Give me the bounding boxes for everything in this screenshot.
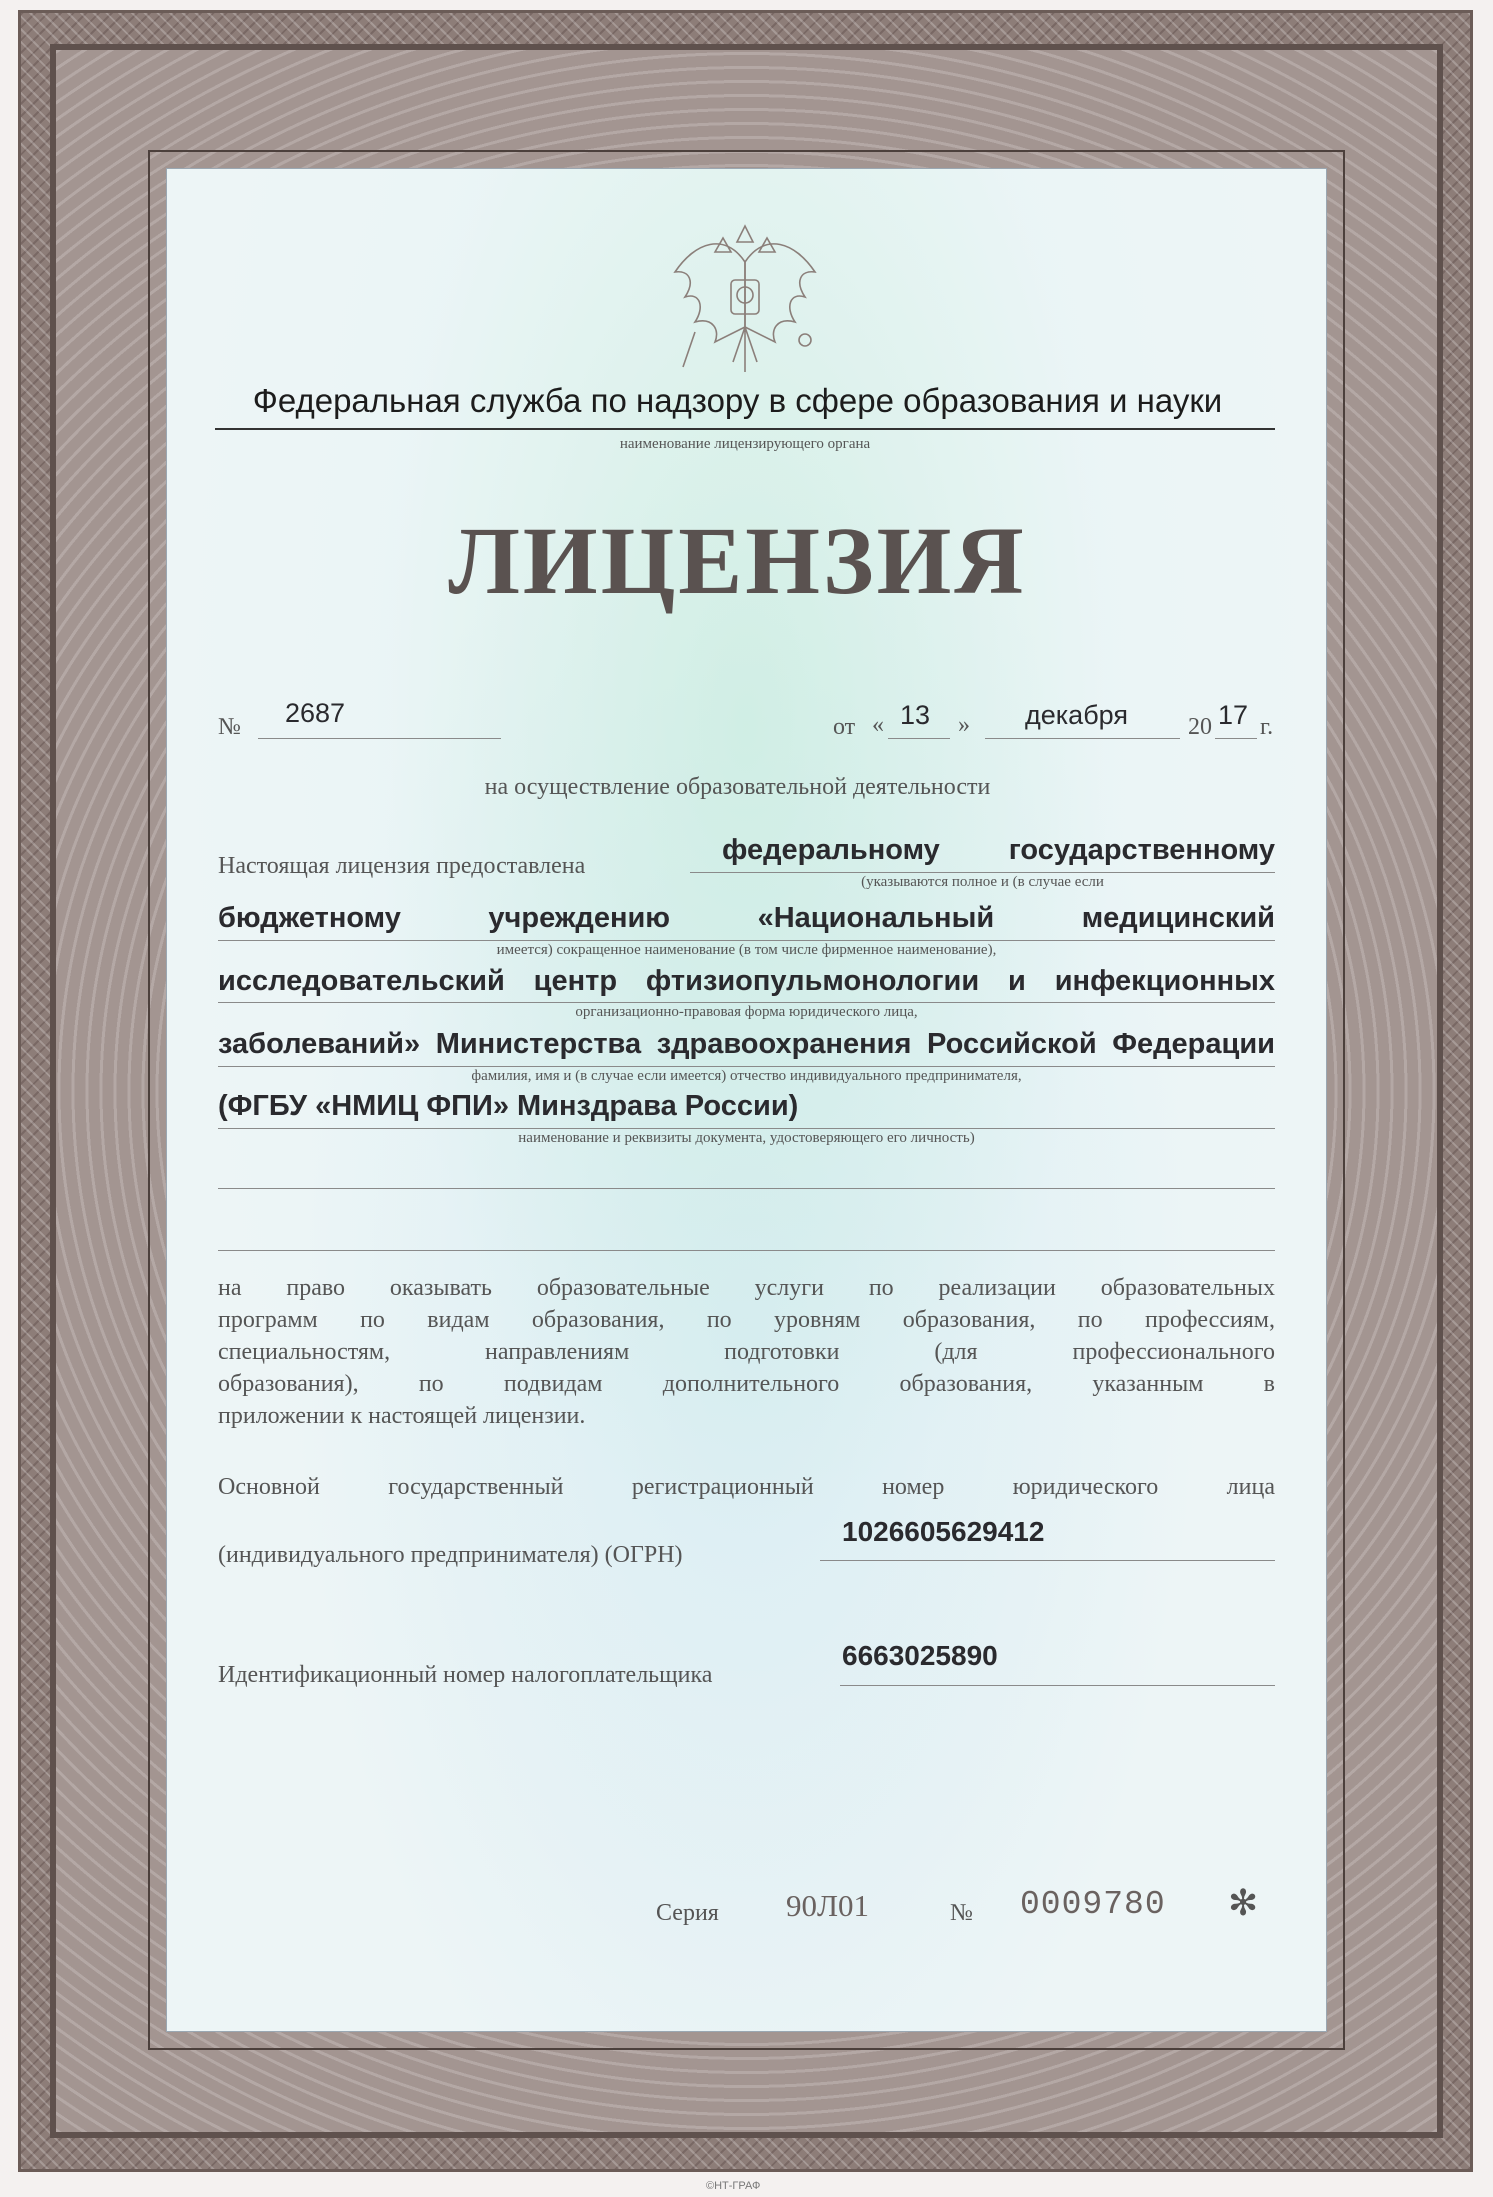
printer-mark: ©НТ-ГРАФ xyxy=(706,2180,761,2192)
date-month: декабря xyxy=(1025,700,1128,730)
document-title: ЛИЦЕНЗИЯ xyxy=(448,507,1027,614)
ogrn-label-line-1: Основной государственный регистрационный номер юридического лица xyxy=(218,1474,1275,1500)
series-label: Серия xyxy=(656,1900,719,1926)
license-purpose: на осуществление образовательной деятельности xyxy=(484,774,991,800)
rights-line-5: приложении к настоящей лицензии. xyxy=(218,1403,586,1429)
date-close-quote: » xyxy=(958,712,970,738)
licensee-intro: Настоящая лицензия предоставлена xyxy=(218,853,586,879)
licensee-caption-5: наименование и реквизиты документа, удостоверяющего его личность) xyxy=(518,1130,975,1146)
licensee-short-name: (ФГБУ «НМИЦ ФПИ» Минздрава России) xyxy=(218,1090,799,1122)
coat-of-arms-emblem xyxy=(655,222,835,382)
licensee-caption-2: имеется) сокращенное наименование (в том числе фирменное наименование), xyxy=(496,942,997,958)
date-from-label: от xyxy=(833,714,856,740)
blank-number-value: 0009780 xyxy=(1020,1886,1166,1923)
license-number: 2687 xyxy=(285,698,346,728)
licensee-name-line-4: заболеваний» Министерства здравоохранения Российской Федерации xyxy=(218,1028,1275,1060)
series-value: 90Л01 xyxy=(786,1888,870,1923)
blank-number-label: № xyxy=(950,1900,973,1926)
licensee-name-line-2: бюджетному учреждению «Национальный медицинский xyxy=(218,902,1275,934)
year-prefix: 20 xyxy=(1188,714,1212,740)
rights-line-1: на право оказывать образовательные услуги по реализации образовательных xyxy=(218,1275,1275,1301)
year-suffix: 17 xyxy=(1218,700,1249,730)
licensee-name-line-1: федеральному государственному xyxy=(722,834,1275,866)
rights-line-4: образования), по подвидам дополнительного образования, указанным в xyxy=(218,1371,1275,1397)
star-mark-icon: ✻ xyxy=(1228,1882,1259,1923)
authority-caption: наименование лицензирующего органа xyxy=(619,436,871,452)
rights-line-2: программ по видам образования, по уровням образования, по профессиям, xyxy=(218,1307,1275,1333)
licensee-caption-4: фамилия, имя и (в случае если имеется) отчество индивидуального предпринимателя, xyxy=(471,1068,1022,1084)
inn-label: Идентификационный номер налогоплательщика xyxy=(218,1662,713,1688)
licensing-authority-name: Федеральная служба по надзору в сфере образования и науки xyxy=(252,382,1223,419)
licensee-name-line-3: исследовательский центр фтизиопульмонологии и инфекционных xyxy=(218,965,1275,997)
licensee-caption-1: (указываются полное и (в случае если xyxy=(861,874,1104,890)
licensee-caption-3: организационно-правовая форма юридического лица, xyxy=(575,1004,918,1020)
blank-line-1 xyxy=(218,1188,1275,1189)
ogrn-label-line-2: (индивидуального предпринимателя) (ОГРН) xyxy=(218,1542,683,1568)
rights-line-3: специальностям, направлениям подготовки (для профессионального xyxy=(218,1339,1275,1365)
year-unit: г. xyxy=(1260,714,1274,740)
date-day: 13 xyxy=(900,700,931,730)
date-open-quote: « xyxy=(872,712,884,738)
ogrn-value: 1026605629412 xyxy=(842,1516,1045,1547)
inn-value: 6663025890 xyxy=(842,1640,998,1671)
number-label: № xyxy=(218,714,241,740)
blank-line-2 xyxy=(218,1250,1275,1251)
